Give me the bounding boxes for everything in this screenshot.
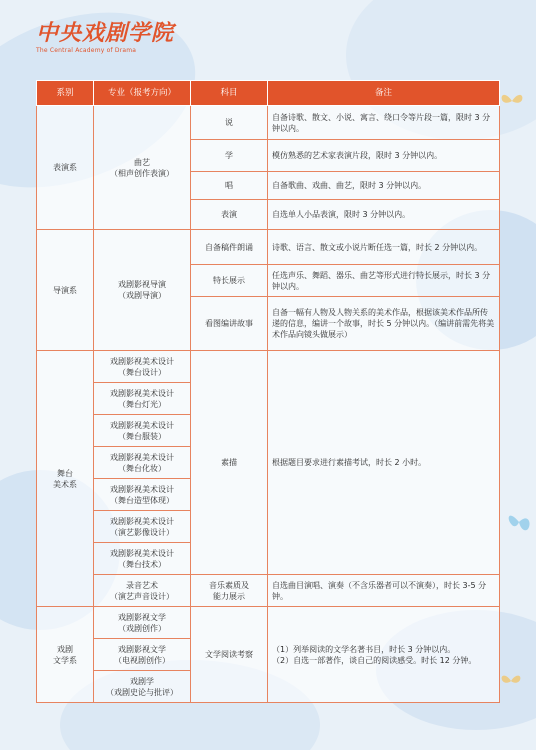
note-cell: （1）列举阅读的文学名著书目，时长 3 分钟以内。 （2）自选一部著作，谈自己的阅读感受。时长 12 分钟。 [268, 607, 500, 703]
major-cell: 戏剧影视美术设计 （演艺影像设计） [94, 511, 191, 543]
major-cell: 戏剧影视美术设计 （舞台技术） [94, 543, 191, 575]
note-cell: 自备诗歌、散文、小说、寓言、绕口令等片段一篇，限时 3 分钟以内。 [268, 106, 500, 140]
major-cell: 戏剧影视美术设计 （舞台化妆） [94, 447, 191, 479]
table-row [37, 607, 500, 639]
table-row [37, 106, 500, 140]
subject-cell: 看图编讲故事 [191, 297, 268, 351]
dept-cell: 舞台 美术系 [37, 351, 94, 607]
logo [36, 21, 174, 54]
major-cell: 戏剧影视美术设计 （舞台服装） [94, 415, 191, 447]
major-cell: 戏剧影视美术设计 （舞台造型体现） [94, 479, 191, 511]
logo-chinese: 中央戏剧学院 [36, 20, 175, 46]
header-notes: 备注 [268, 81, 500, 106]
logo-english: The Central Academy of Drama [36, 47, 137, 54]
table-header-row [37, 81, 500, 106]
subject-cell: 唱 [191, 172, 268, 200]
table-row [37, 351, 500, 383]
note-cell: 模仿熟悉的艺术家表演片段，限时 3 分钟以内。 [268, 140, 500, 172]
header-major: 专业（报考方向） [94, 81, 191, 106]
note-cell: 诗歌、语言、散文或小说片断任选一篇，时长 2 分钟以内。 [268, 230, 500, 265]
note-cell: 根据题目要求进行素描考试，时长 2 小时。 [268, 351, 500, 575]
note-cell: 自选曲目演唱、演奏（不含乐器者可以不演奏），时长 3-5 分钟。 [268, 575, 500, 607]
note-cell: 自选单人小品表演，限时 3 分钟以内。 [268, 200, 500, 230]
subject-cell: 表演 [191, 200, 268, 230]
subject-cell: 音乐素质及 能力展示 [191, 575, 268, 607]
dept-cell: 戏剧 文学系 [37, 607, 94, 703]
subject-cell: 学 [191, 140, 268, 172]
header-dept: 系别 [37, 81, 94, 106]
major-cell: 戏剧学 （戏剧史论与批评） [94, 671, 191, 703]
major-cell: 曲艺 （相声创作表演） [94, 106, 191, 230]
butterfly-icon [506, 505, 532, 539]
exam-table [36, 80, 500, 703]
dept-cell: 导演系 [37, 230, 94, 351]
table-row [37, 575, 500, 607]
butterfly-icon [500, 673, 522, 689]
major-cell: 戏剧影视美术设计 （舞台设计） [94, 351, 191, 383]
major-cell: 戏剧影视文学 （电视剧创作） [94, 639, 191, 671]
table-row [37, 230, 500, 265]
major-cell: 录音艺术 （演艺声音设计） [94, 575, 191, 607]
subject-cell: 文学阅读考察 [191, 607, 268, 703]
note-cell: 自备一幅有人物及人物关系的美术作品，根据该美术作品所传递的信息，编讲一个故事，时长 5 分钟以内。（编讲前需先将美术作品向镜头做展示） [268, 297, 500, 351]
major-cell: 戏剧影视导演 （戏剧导演） [94, 230, 191, 351]
subject-cell: 自备稿件朗诵 [191, 230, 268, 265]
header-subject: 科目 [191, 81, 268, 106]
note-cell: 任选声乐、舞蹈、器乐、曲艺等形式进行特长展示，时长 3 分钟以内。 [268, 265, 500, 297]
note-cell: 自备歌曲、戏曲、曲艺，限时 3 分钟以内。 [268, 172, 500, 200]
major-cell: 戏剧影视文学 （戏剧创作） [94, 607, 191, 639]
subject-cell: 素描 [191, 351, 268, 575]
subject-cell: 特长展示 [191, 265, 268, 297]
butterfly-icon [500, 92, 524, 110]
major-cell: 戏剧影视美术设计 （舞台灯光） [94, 383, 191, 415]
dept-cell: 表演系 [37, 106, 94, 230]
subject-cell: 说 [191, 106, 268, 140]
